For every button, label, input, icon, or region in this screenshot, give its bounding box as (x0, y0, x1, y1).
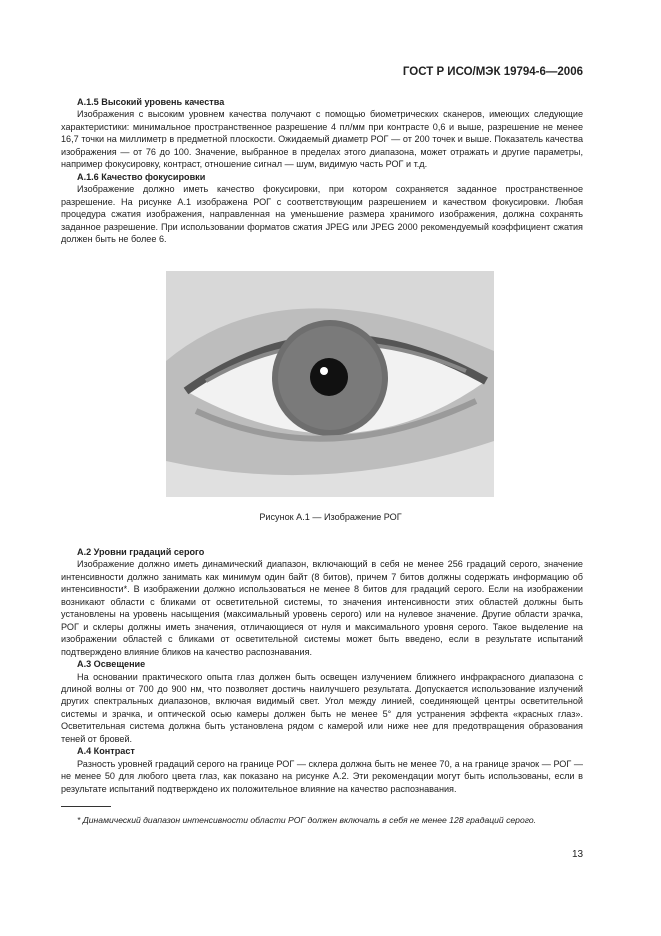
eye-image (166, 271, 494, 497)
paragraph-a2: Изображение должно иметь динамический диапазон, включающий в себя не менее 256 градаций серого, значение интенсивности должно занимать как минимум один байт (8 битов), причем 7 битов должны содержать информацию об интенсивности*. В изображении должно использоваться не менее 8 битов для градаций серого. Если на изображении возникают области с бликами от осветительной системы, то значения интенсивности этих областей должны быть установлены на уровень насыщения (максимальный уровень серого) или на нулевое значение. Другие области зрачка, РОГ и склеры должны иметь значения, отличающиеся от нуля и максимального уровня серого. Такое выделение на изображении областей с бликами от осветительной системы может быть введено, если в результате испытаний подтверждено влияние бликов на качество распознавания. (61, 559, 583, 657)
paragraph-a16: Изображение должно иметь качество фокусировки, при котором сохраняется заданное пространственное разрешение. На рисунке А.1 изображена РОГ с соответствующим разрешением и качеством фокусировки. Любая процедура сжатия изображения, направленная на уменьшение размера хранимого изображения, должна сохранять заданное разрешение. При использовании форматов сжатия JPEG или JPEG 2000 рекомендуемый коэффициент сжатия должен быть не более 6. (61, 184, 583, 244)
footnote-divider (61, 806, 111, 807)
figure-caption: Рисунок А.1 — Изображение РОГ (259, 512, 402, 522)
footnote (61, 814, 583, 826)
sections-a1 (61, 96, 583, 245)
paragraph-a15: Изображения с высоким уровнем качества получают с помощью биометрических сканеров, имеющих следующие характеристики: минимальное пространственное разрешение 4 пл/мм при контрасте 0,6 и выше, разрешение не менее 16,7 точки на миллиметр в предметной плоскости. Ожидаемый диаметр РОГ — от 200 точек и выше. Показатель качества изображения — от 76 до 100. Значение, выбранное в пределах этого диапазона, может отражать и другие параметры, например фокусировку, контраст, отношение сигнал — шум, видимую часть РОГ и т.д. (61, 109, 583, 170)
heading-a2: А.2 Уровни градаций серого (77, 547, 205, 557)
footnote-text: * Динамический диапазон интенсивности области РОГ должен включать в себя не менее 128 градаций серого. (77, 815, 537, 825)
heading-a4: А.4 Контраст (77, 746, 135, 757)
heading-a16: А.1.6 Качество фокусировки (77, 171, 206, 182)
sections-a2-a4 (61, 546, 583, 795)
document-header: ГОСТ Р ИСО/МЭК 19794-6—2006 (402, 66, 583, 78)
heading-a15: А.1.5 Высокий уровень качества (77, 97, 225, 107)
figure-iris-image (166, 271, 494, 497)
paragraph-a4: Разность уровней градаций серого на границе РОГ — склера должна быть не менее 70, а на границе зрачок — РОГ — не менее 50 для любого цвета глаз, как показано на рисунке А.2. Эти рекомендации могут быть использованы, если в результате испытаний подтверждено их положительное влияние на качество распознавания. (61, 758, 583, 794)
page-number: 13 (572, 849, 584, 860)
heading-a3: А.3 Освещение (77, 659, 146, 670)
paragraph-a3: На основании практического опыта глаз должен быть освещен излучением ближнего инфракрасного диапазона с длиной волны от 700 до 900 нм, что позволяет достичь наилучшего результата. Допускается использование излучений других спектральных диапазонов, включая видимый свет. Угол между линией, соединяющей центры осветительной системы и зрачка, и оптической осью камеры должен быть не менее 5° для устранения эффекта «красных глаз». Осветительная система должна быть установлена рядом с камерой или ниже нее для предотвращения образования теней от бровей. (61, 671, 583, 744)
